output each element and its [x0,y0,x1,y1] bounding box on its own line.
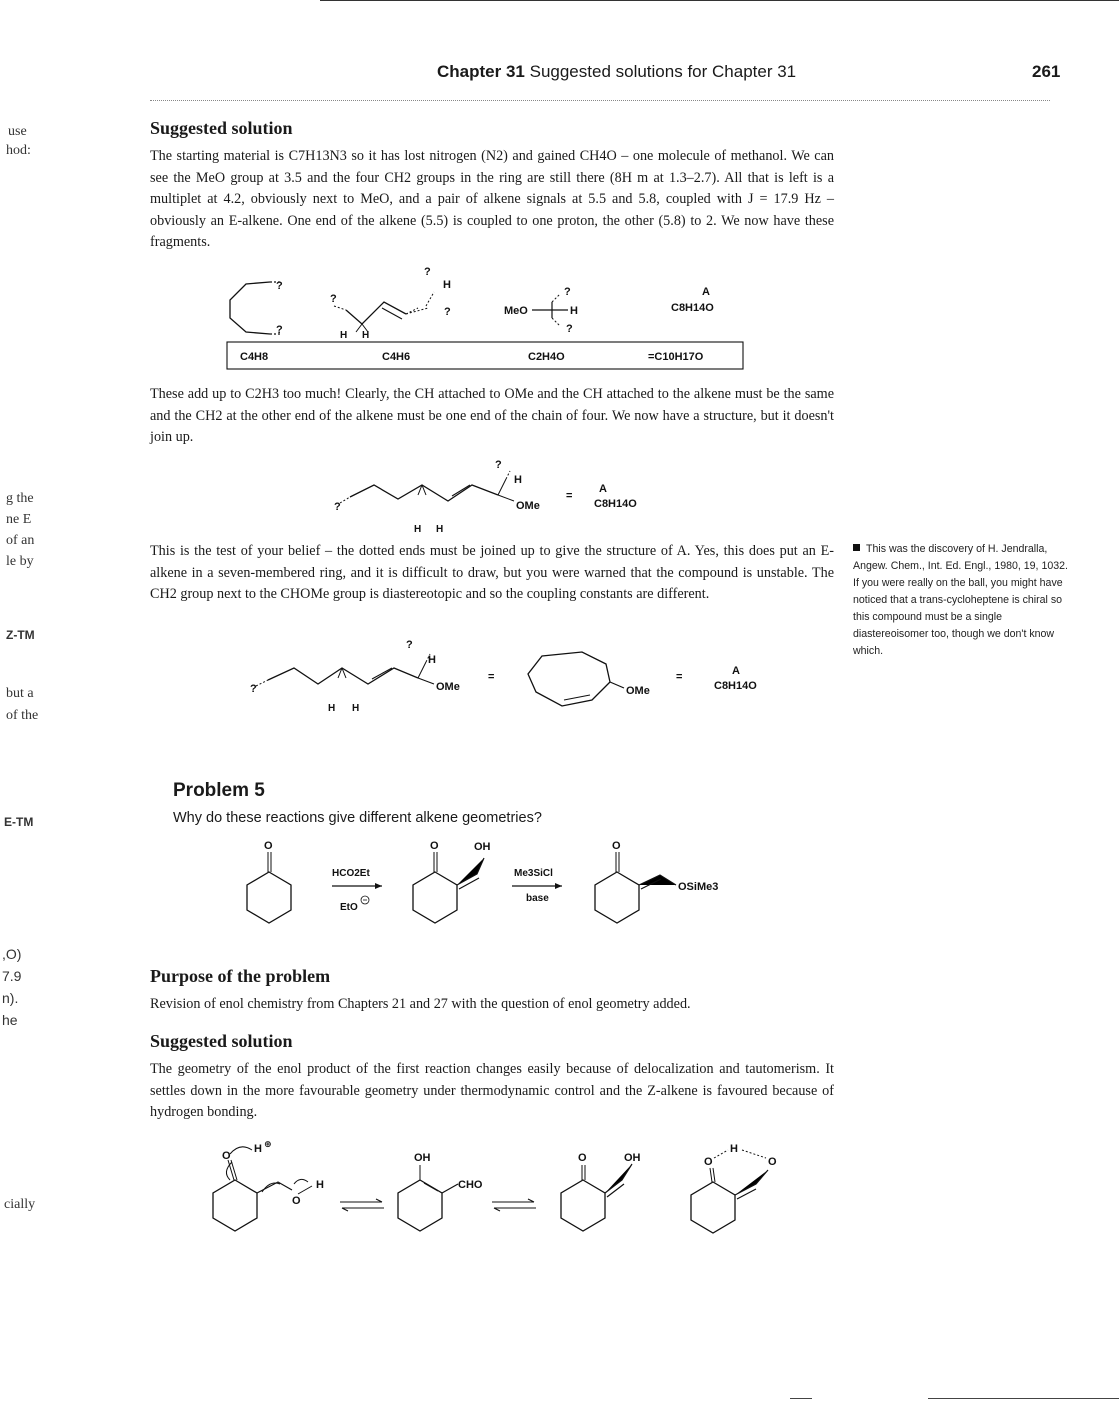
c4h6-fragment [346,302,406,324]
reagent-2: Me3SiCl [514,868,553,879]
carbonyl-bond [434,852,437,872]
solution-paragraph-2: These add up to C2H3 too much! Clearly, the CH attached to OMe and the CH attached to the alkene must be the same and the CH2 at the other end of the alkene must be one end of the chain of four. We now have a structure, but it doesn't join up. [150,386,834,446]
meo-label: MeO [504,305,528,317]
problem-5-heading: Problem 5 [173,780,265,801]
arrowheads [494,1199,534,1211]
open-valence-mark: ? [250,683,257,695]
bottom-rule [790,1398,812,1399]
arrowhead [375,883,382,889]
margin-scrap: but a [6,686,34,701]
hydrogen-label: H [316,1179,324,1191]
dotted-bonds [406,308,428,314]
h-label: H [352,703,360,714]
tautomer-scheme [200,1132,800,1242]
open-valence-mark: ? [566,323,573,335]
hydrogen-label: H [254,1143,262,1155]
curly-arrow [294,1179,308,1184]
margin-scrap: ne E [6,512,32,527]
ome-label: OMe [626,685,650,697]
hydroxyl-label: OH [414,1152,431,1164]
carbonyl-bond [616,852,619,872]
compound-a-formula: C8H14O [594,498,637,510]
enol-side-chain [735,1170,768,1199]
cyclohexanone-ring [247,872,291,923]
margin-scrap: le by [6,554,34,569]
margin-scrap: use [8,124,27,139]
chapter-title: Suggested solutions for Chapter 31 [529,62,797,81]
equals-sign: = [566,490,573,502]
margin-scrap: Z-TM [6,628,35,642]
margin-scrap: ,O) [2,946,22,962]
hydroxyl-label: OH [474,841,491,853]
c4h8-fragment [230,282,270,334]
suggested-solution-heading: Suggested solution [150,118,293,138]
margin-scrap: 7.9 [2,968,22,984]
fragments-figure [218,262,758,374]
open-valence-mark: ? [424,266,431,278]
h-label: H [328,703,336,714]
ome-label: OMe [436,681,460,693]
oxygen-label: O [768,1156,777,1168]
cyclohexane-ring [413,872,457,923]
compound-a-label: A [599,483,607,495]
equals-sign: = [488,671,495,683]
carbonyl-bond [582,1165,585,1180]
dotted-bond [426,292,434,306]
enol-side-chain [457,858,484,889]
margin-scrap: cially [4,1197,36,1212]
open-valence-mark: ? [406,639,413,651]
c2h4o-fragment [532,302,568,318]
hydrogen-bond [714,1150,766,1158]
side-note [853,541,1068,660]
cyclohexane-ring [595,872,639,923]
silyl-enol-side-chain [639,875,676,889]
h-label: H [443,279,451,291]
arrowhead [555,883,562,889]
dotted-bond [334,306,346,310]
cho-label: CHO [458,1179,483,1191]
ome-label: OMe [516,500,540,512]
carbonyl-bond [710,1168,715,1182]
plus-charge: ⊕ [264,1139,272,1149]
purpose-heading: Purpose of the problem [150,966,331,986]
open-chain-figure [330,455,660,537]
dotted-bond [340,497,350,503]
h-label: H [362,330,370,341]
open-valence-mark: ? [334,501,341,513]
formula-c4h8: C4H8 [240,351,269,363]
side-note-bullet [853,544,860,551]
compound-a-formula: C8H14O [671,302,714,314]
reagent-2-base: base [526,893,549,904]
dotted-bond [506,471,510,479]
chain-end-bonds [498,479,514,501]
margin-scrap: g the [6,491,34,506]
osime3-label: OSiMe3 [678,881,719,893]
margin-scrap: of the [6,708,39,723]
carbonyl-bond [268,852,271,872]
seven-membered-ring [528,652,610,706]
page-number: 261 [1032,62,1061,81]
ome-bond [610,682,624,688]
oh-bond [298,1186,312,1194]
h-label: H [514,474,522,486]
solution-paragraph-3: This is the test of your belief – the dotted ends must be joined up to give the structure of A. Yes, this does put an E-alkene in a seven-membered ring, and it is difficult to draw, but you were warned that the compound is unstable. The CH2 group next to the CHOMe group is diastereotopic and so the coupling constants are different. [150,543,834,603]
open-valence-mark: ? [276,324,283,336]
hydroxyl-label: OH [624,1152,641,1164]
oxygen-label: O [430,840,439,852]
oxygen-label: O [264,840,273,852]
reagent-1-base: EtO [340,902,358,913]
cyclohexane-ring [213,1180,257,1231]
formula-c2h4o: C2H4O [528,351,565,363]
equilibrium-arrows-2 [492,1202,536,1208]
double-bond-line [372,668,392,679]
cycloheptene-figure [246,634,776,724]
problem-5-question: Why do these reactions give different alkene geometries? [173,810,542,826]
open-valence-mark: ? [564,286,571,298]
running-head [437,62,796,82]
dotted-bond [256,680,268,686]
cyclohexane-ring [691,1182,735,1233]
h-label: H [436,524,444,535]
suggested-solution-2-heading: Suggested solution [150,1031,293,1051]
double-bond-line [424,1183,438,1191]
compound-a-formula: C8H14O [714,680,757,692]
purpose-text: Revision of enol chemistry from Chapters 21 and 27 with the question of enol geometry added. [150,996,691,1012]
chain-skeleton [350,485,498,501]
double-bond-line [564,695,590,700]
open-valence-mark: ? [495,459,502,471]
top-rule [320,0,1119,1]
cho-bond [442,1184,458,1193]
enol-side-chain [605,1164,632,1197]
reagent-1: HCO2Et [332,868,370,879]
arrowheads [342,1199,382,1211]
margin-scrap: he [2,1012,18,1028]
h-label: H [340,330,348,341]
equilibrium-arrows-1 [340,1202,384,1208]
oxygen-label: O [292,1195,301,1207]
cyclohexene-ring [398,1180,442,1231]
oxygen-label: O [222,1150,231,1162]
compound-a-label: A [702,286,710,298]
cyclohexane-ring [561,1180,605,1231]
formula-total: =C10H17O [648,351,704,363]
oxygen-label: O [612,840,621,852]
hydrogen-label: H [730,1143,738,1155]
solution-paragraph-1: The starting material is C7H13N3 so it has lost nitrogen (N2) and gained CH4O – one molecule of methanol. We can see the MeO group at 3.5 and the four CH2 groups in the ring are still there (8H m at 1.3–2.7). All that is left is a multiplet at 4.2, obviously next to MeO, and a pair of alkene signals at 5.5 and 5.8, coupled with J = 17.9 Hz – obviously an E-alkene. One end of the alkene (5.5) is coupled to one proton, the other (5.8) to 2. We now have these fragments. [150,148,834,251]
margin-scrap: of an [6,533,35,548]
curly-arrow [230,1147,252,1154]
h-label: H [570,305,578,317]
open-valence-mark: ? [276,280,283,292]
equals-sign: = [676,671,683,683]
open-valence-mark: ? [330,293,337,305]
bottom-rule [928,1398,1119,1399]
chapter-label: Chapter 31 [437,62,525,81]
problem-5-scheme [236,838,756,938]
carbonyl-bond [228,1160,237,1180]
oxygen-label: O [578,1152,587,1164]
h-label: H [428,654,436,666]
open-valence-mark: ? [444,306,451,318]
curly-arrow [262,1183,280,1192]
margin-scrap: n). [2,990,19,1006]
margin-scrap: E-TM [4,815,34,829]
solution-2-text: The geometry of the enol product of the first reaction changes easily because of delocalization and tautomerism. It settles down in the more favourable geometry under thermodynamic control and the Z-alkene is favoured because of hydrogen bonding. [150,1061,834,1121]
double-bond-line [452,485,470,496]
oxygen-label: O [704,1156,713,1168]
formula-c4h6: C4H6 [382,351,411,363]
compound-a-label: A [732,665,740,677]
header-dotted-rule [150,100,1050,101]
h-label: H [414,524,422,535]
side-note-text: This was the discovery of H. Jendralla, Angew. Chem., Int. Ed. Engl., 1980, 19, 1032. If you were really on the ball, you might have noticed that a trans-cycloheptene is chiral so this compound must be a single diastereoisomer too, though we don't know which. [853,543,1068,657]
margin-scrap: hod: [6,143,31,158]
